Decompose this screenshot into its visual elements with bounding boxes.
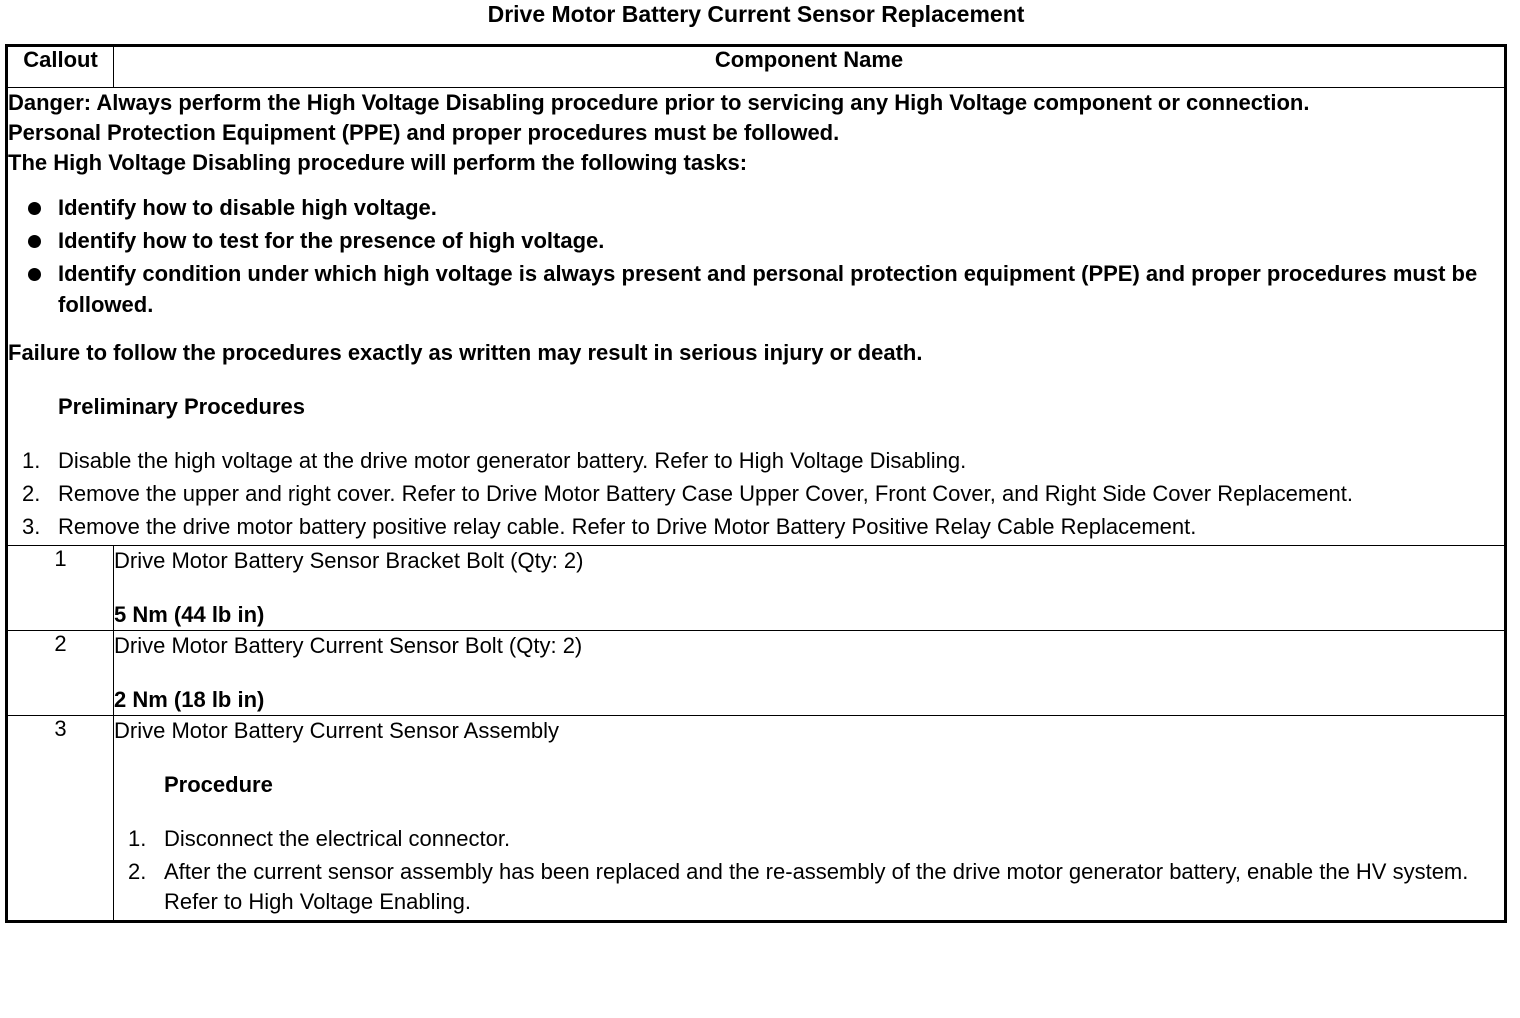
preliminary-procedures-heading: Preliminary Procedures [58,394,306,419]
bullet-icon [28,202,41,215]
table-row [7,631,1506,716]
component-name: Drive Motor Battery Current Sensor Bolt (Qty: 2) [114,633,583,658]
component-name: Drive Motor Battery Current Sensor Assembly [114,718,560,743]
list-item [8,512,1504,542]
bullet-icon [28,268,41,281]
danger-notice [7,88,1506,546]
notice-row [7,88,1506,546]
page-title: Drive Motor Battery Current Sensor Replacement [487,1,1025,27]
list-item [8,225,1504,256]
step-text: After the current sensor assembly has been replaced and the re-assembly of the drive motor generator battery, enable the HV system. Refer to High Voltage Enabling. [164,859,1469,914]
list-item [114,857,1504,917]
list-item [8,479,1504,509]
list-item [114,824,1504,854]
component-name: Drive Motor Battery Sensor Bracket Bolt (Qty: 2) [114,548,584,573]
callout-number: 1 [7,546,114,631]
list-item-text: Identify how to disable high voltage. [58,195,437,220]
danger-line-2: Personal Protection Equipment (PPE) and proper procedures must be followed. [8,120,840,145]
bullet-icon [28,235,41,248]
callout-column-header: Callout [7,46,114,88]
table-row [7,546,1506,631]
table-header-row [7,46,1506,88]
component-name-column-header: Component Name [114,46,1506,88]
procedure-table [5,44,1507,923]
component-cell [114,546,1506,631]
step-number: 2. [128,859,147,884]
torque-spec: 2 Nm (18 lb in) [114,687,265,712]
step-text: Remove the drive motor battery positive relay cable. Refer to Drive Motor Battery Positive Relay Cable Replacement. [58,514,1197,539]
list-item-text: Identify how to test for the presence of high voltage. [58,228,605,253]
callout-number: 3 [7,716,114,922]
step-text: Disable the high voltage at the drive motor generator battery. Refer to High Voltage Disabling. [58,448,967,473]
preliminary-steps-list [8,446,1504,542]
component-cell [114,631,1506,716]
list-item [8,446,1504,476]
callout-number: 2 [7,631,114,716]
table-row [7,716,1506,922]
list-item [8,192,1504,223]
list-item-text: Identify condition under which high voltage is always present and personal protection equipment (PPE) and proper procedures must be followed. [58,261,1478,317]
failure-warning: Failure to follow the procedures exactly as written may result in serious injury or death. [8,340,923,365]
step-number: 3. [22,514,41,539]
danger-line-3: The High Voltage Disabling procedure will perform the following tasks: [8,150,748,175]
torque-spec: 5 Nm (44 lb in) [114,602,265,627]
list-item [8,258,1504,320]
procedure-steps-list [114,824,1504,917]
hv-task-list [8,192,1504,320]
step-number: 1. [22,448,41,473]
step-number: 2. [22,481,41,506]
step-text: Disconnect the electrical connector. [164,826,511,851]
component-cell [114,716,1506,922]
danger-line-1: Danger: Always perform the High Voltage Disabling procedure prior to servicing any High Voltage component or connection. [8,90,1310,115]
step-number: 1. [128,826,147,851]
step-text: Remove the upper and right cover. Refer to Drive Motor Battery Case Upper Cover, Front Cover, and Right Side Cover Replacement. [58,481,1353,506]
procedure-heading: Procedure [164,772,273,797]
